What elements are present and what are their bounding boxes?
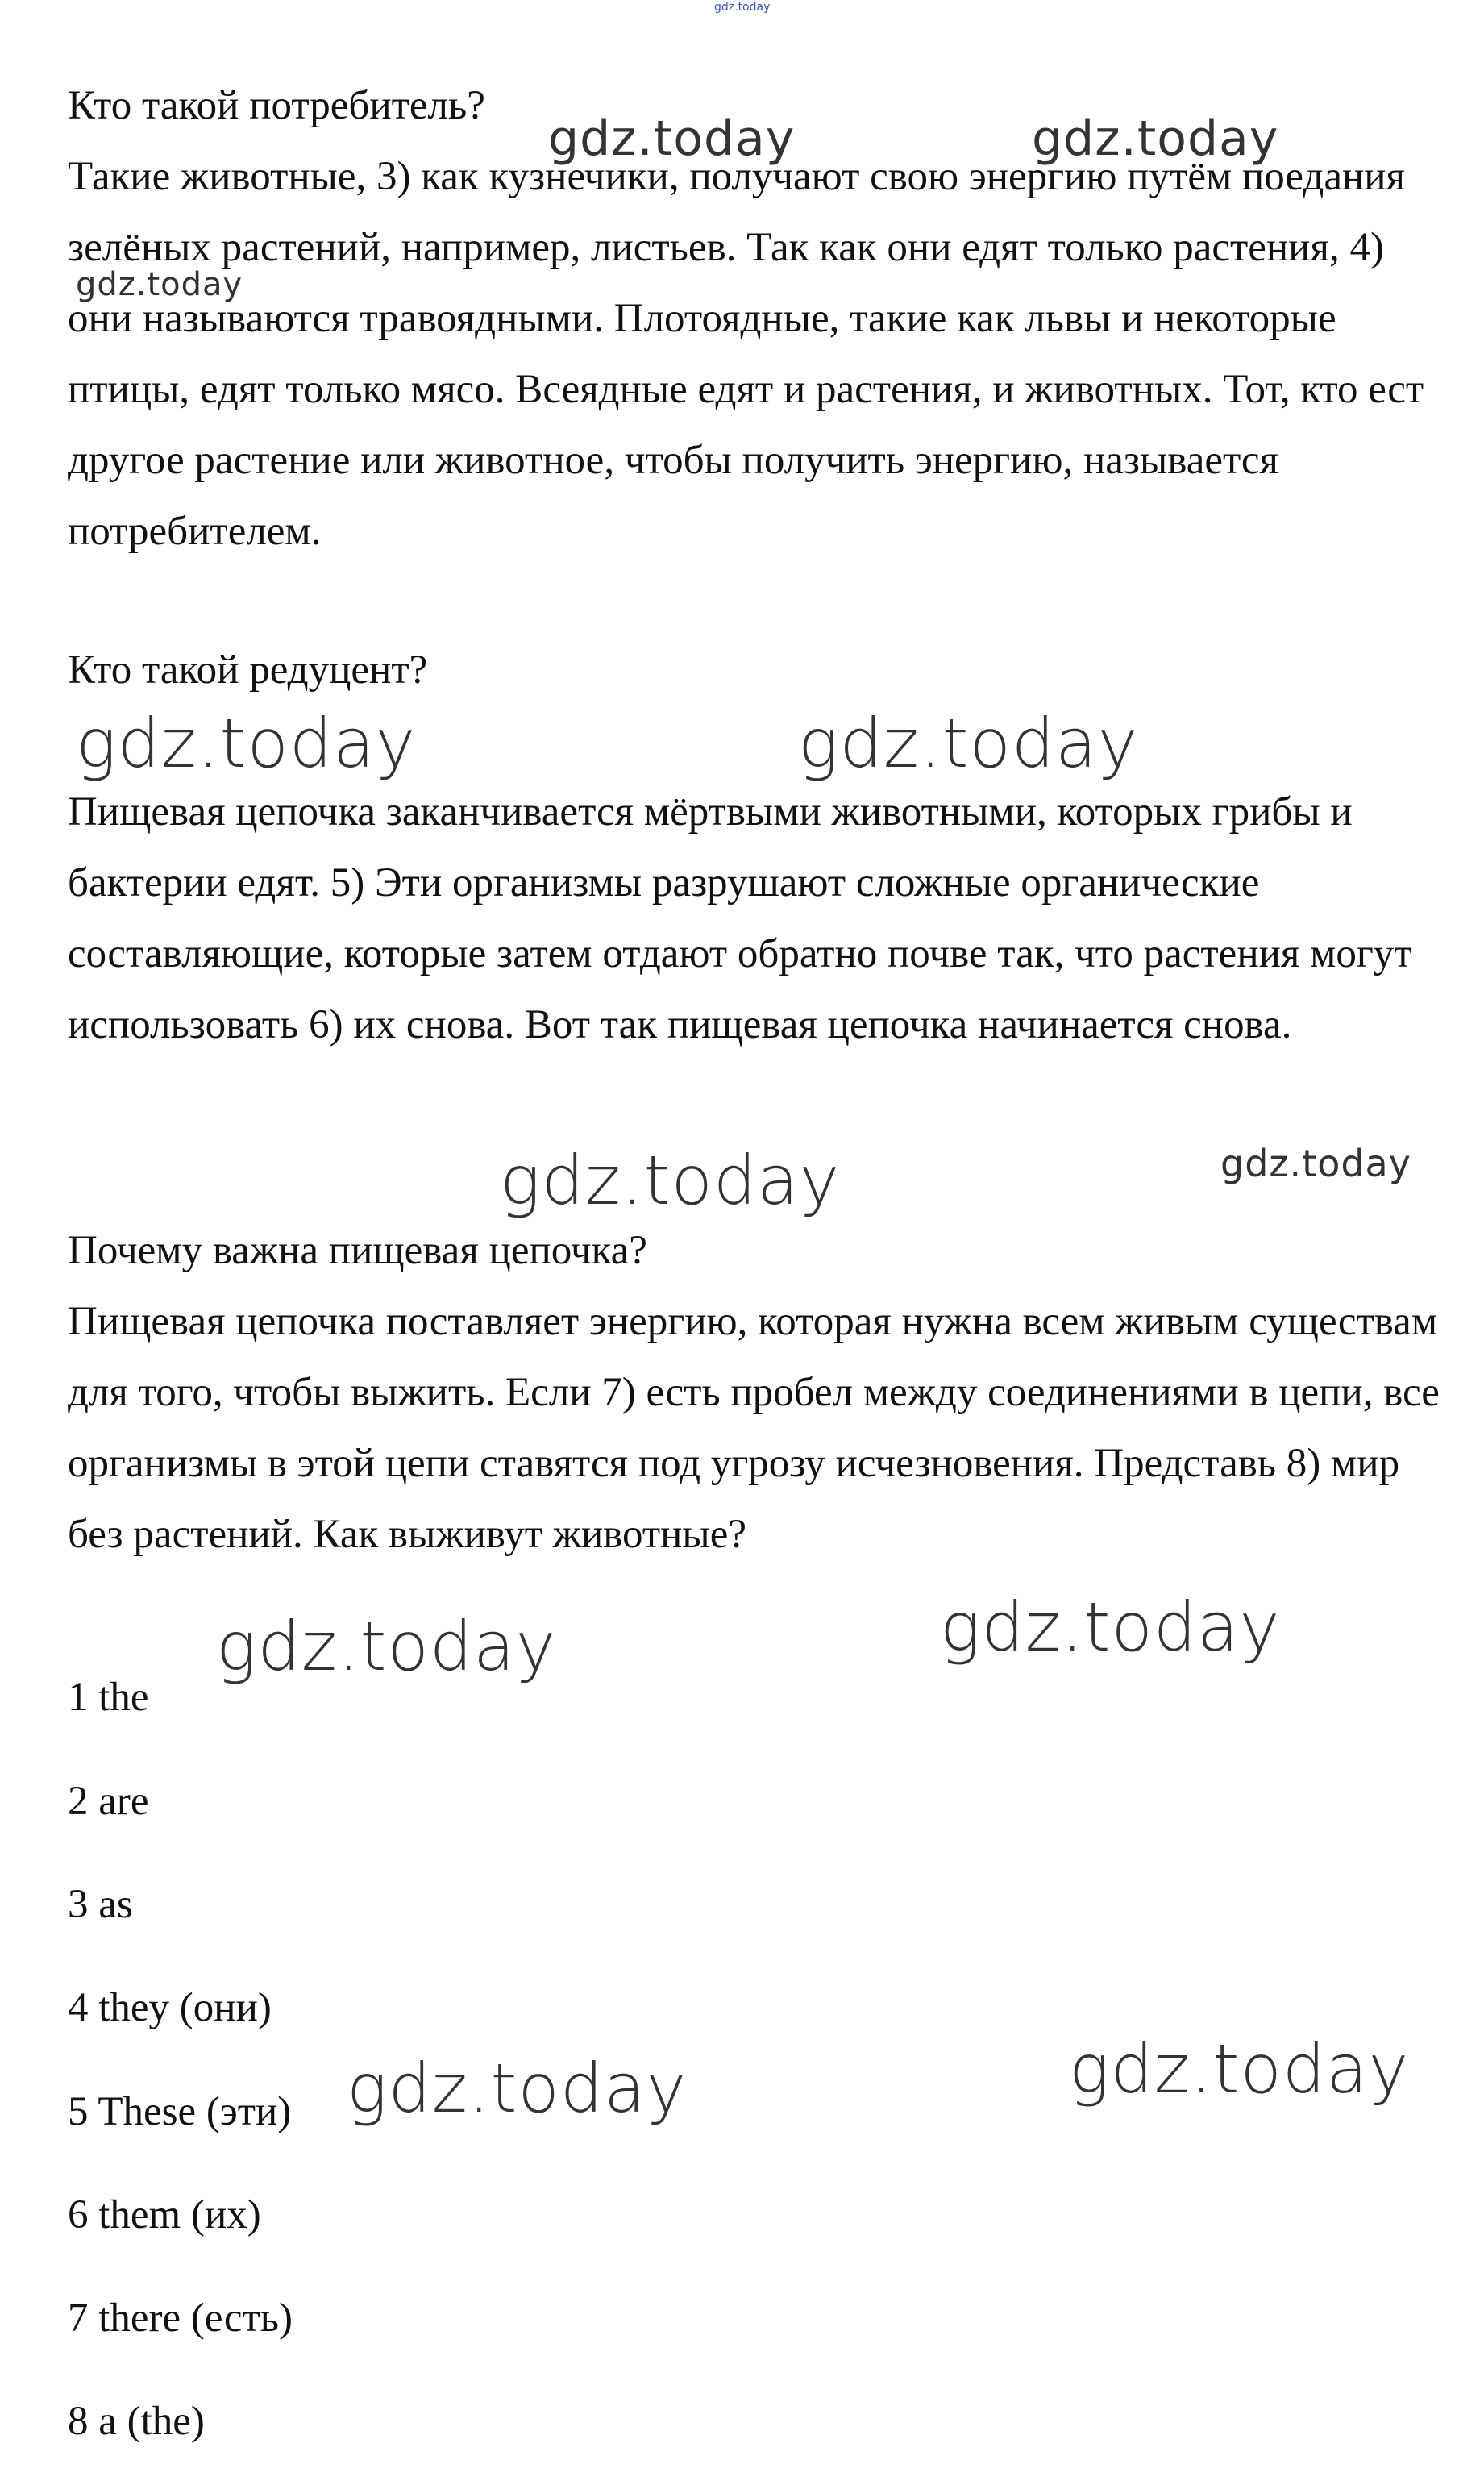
top-watermark: gdz.today	[714, 1, 771, 14]
watermark: gdz.today	[76, 704, 417, 783]
watermark: gdz.today	[500, 1141, 841, 1220]
watermark: gdz.today	[1032, 110, 1279, 167]
watermark: gdz.today	[940, 1588, 1281, 1667]
watermark: gdz.today	[548, 110, 796, 167]
answer-item: 1 the	[68, 1675, 149, 1720]
answer-item: 7 there (есть)	[68, 2296, 293, 2341]
section-2-body: Пищевая цепочка заканчивается мёртвыми животными, которых грибы и бактерии едят. 5) Эти организмы разрушают сложные органические составляющие, которые затем отдают обратно почве так, что растения могут использовать 6) их снова. Вот так пищевая цепочка начинается снова.	[68, 789, 1412, 1047]
section-1-body: Такие животные, 3) как кузнечики, получают свою энергию путём поедания зелёных растений, например, листьев. Так как они едят только растения, 4) они называются травоядными. Плотоядные, такие как львы и некоторые птицы, едят только мясо. Всеядные едят и растения, и животных. Тот, кто ест другое растение или животное, чтобы получить энергию, называется потребителем.	[68, 154, 1424, 554]
watermark: gdz.today	[216, 1607, 557, 1686]
section-1-question: Кто такой потребитель?	[68, 83, 485, 128]
watermark: gdz.today	[1069, 2029, 1410, 2108]
watermark: gdz.today	[798, 704, 1139, 783]
section-2-question: Кто такой редуцент?	[68, 647, 428, 693]
section-3-body: Пищевая цепочка поставляет энергию, которая нужна всем живым существам для того, чтобы выжить. Если 7) есть пробел между соединениями в цепи, все организмы в этой цепи ставятся под угрозу исчезновения. Представь 8) мир без растений. Как выживут животные?	[68, 1299, 1440, 1557]
watermark: gdz.today	[76, 266, 243, 303]
answer-item: 4 they (они)	[68, 1985, 272, 2030]
section-3-question: Почему важна пищевая цепочка?	[68, 1228, 647, 1273]
watermark: gdz.today	[1220, 1142, 1411, 1185]
answer-item: 6 them (их)	[68, 2192, 261, 2237]
answer-item: 3 as	[68, 1882, 133, 1927]
answer-item: 5 These (эти)	[68, 2089, 292, 2134]
answer-item: 2 are	[68, 1779, 149, 1824]
watermark: gdz.today	[347, 2049, 688, 2128]
answer-item: 8 a (the)	[68, 2399, 205, 2444]
